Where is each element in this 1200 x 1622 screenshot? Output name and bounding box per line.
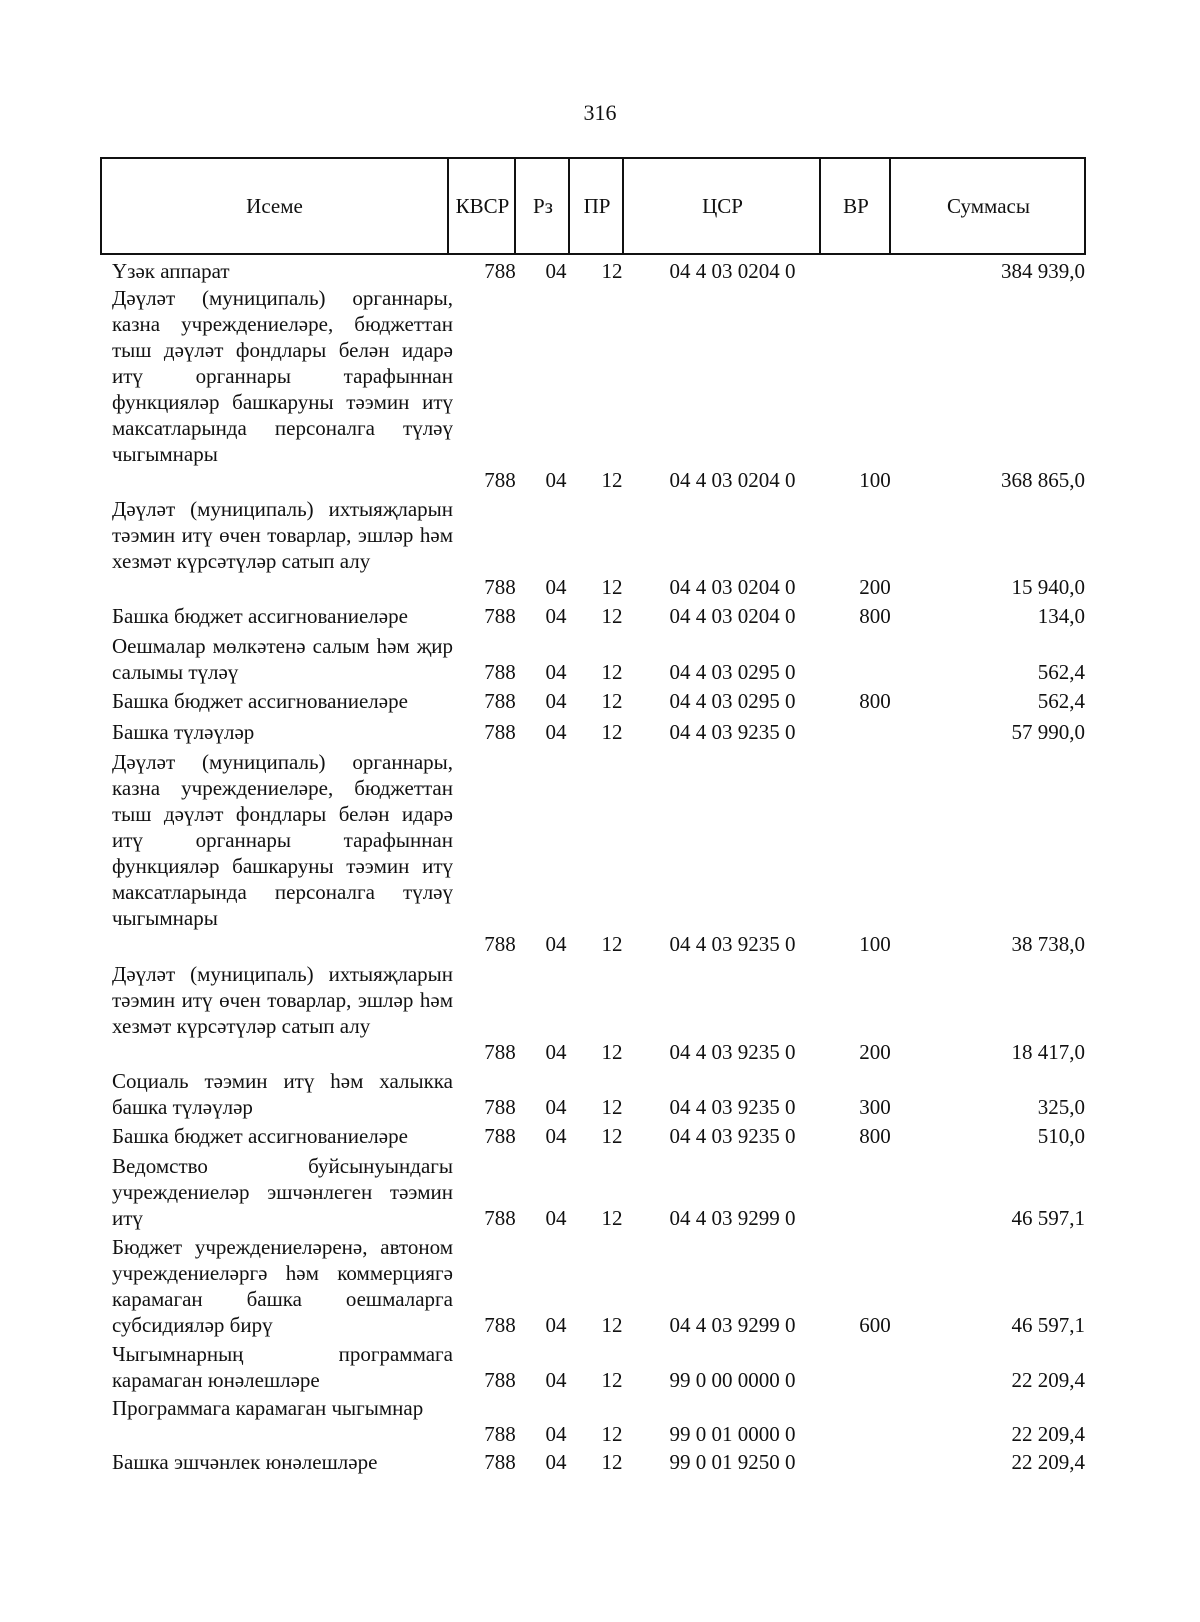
row-kvsr: 788 xyxy=(484,1206,516,1230)
row-name: Үзәк аппарат xyxy=(112,259,230,283)
row-pr: 12 xyxy=(601,720,623,744)
header-pr: ПР xyxy=(568,159,624,253)
row-pr: 12 xyxy=(601,1450,623,1474)
row-name: Башка бюджет ассигнованиеләре xyxy=(112,1124,408,1148)
header-kvsr: КВСР xyxy=(447,159,516,253)
row-rz: 04 xyxy=(545,259,567,283)
row-sum: 368 865,0 xyxy=(1001,468,1085,492)
row-sum: 562,4 xyxy=(1037,660,1085,684)
row-csr: 04 4 03 9299 0 xyxy=(669,1206,796,1230)
row-name: Дәүләт (муниципаль) ихтыяҗларын тәэмин итү өчен товарлар, эшләр һәм хезмәт күрсәтүләр сатып алу xyxy=(112,962,453,1038)
row-csr: 04 4 03 9235 0 xyxy=(669,1124,796,1148)
row-name: Башка бюджет ассигнованиеләре xyxy=(112,689,408,713)
row-rz: 04 xyxy=(545,1206,567,1230)
header-name: Исеме xyxy=(246,193,303,218)
row-name: Башка түләүләр xyxy=(112,720,255,744)
row-kvsr: 788 xyxy=(484,660,516,684)
row-pr: 12 xyxy=(601,1368,623,1392)
row-vr: 100 xyxy=(859,932,891,956)
row-name: Программага карамаган чыгымнар xyxy=(112,1396,424,1420)
row-rz: 04 xyxy=(545,1095,567,1119)
row-pr: 12 xyxy=(601,660,623,684)
row-csr: 04 4 03 9299 0 xyxy=(669,1313,796,1337)
row-sum: 510,0 xyxy=(1037,1124,1085,1148)
row-name: Дәүләт (муниципаль) органнары, казна учреждениеләре, бюджеттан тыш дәүләт фондлары белән идарә итү органнары тарафыннан функцияләр башкаруны тәэмин итү максатларында персоналга түләү чыгымнары xyxy=(112,750,453,930)
row-vr: 200 xyxy=(859,1040,891,1064)
row-vr: 100 xyxy=(859,468,891,492)
row-sum: 134,0 xyxy=(1037,604,1085,628)
row-pr: 12 xyxy=(601,1040,623,1064)
row-name: Башка бюджет ассигнованиеләре xyxy=(112,604,408,628)
row-csr: 04 4 03 9235 0 xyxy=(669,1040,796,1064)
row-kvsr: 788 xyxy=(484,575,516,599)
row-kvsr: 788 xyxy=(484,932,516,956)
row-vr: 800 xyxy=(859,1124,891,1148)
row-csr: 04 4 03 9235 0 xyxy=(669,932,796,956)
row-rz: 04 xyxy=(545,689,567,713)
row-vr: 800 xyxy=(859,689,891,713)
row-name: Чыгымнарның программага карамаган юнәлешләре xyxy=(112,1342,453,1392)
row-csr: 04 4 03 9235 0 xyxy=(669,720,796,744)
row-csr: 99 0 00 0000 0 xyxy=(669,1368,796,1392)
row-kvsr: 788 xyxy=(484,259,516,283)
row-rz: 04 xyxy=(545,1422,567,1446)
row-pr: 12 xyxy=(601,1124,623,1148)
row-kvsr: 788 xyxy=(484,1313,516,1337)
page-number: 316 xyxy=(583,100,617,125)
row-sum: 57 990,0 xyxy=(1011,720,1085,744)
row-rz: 04 xyxy=(545,1313,567,1337)
row-rz: 04 xyxy=(545,660,567,684)
row-pr: 12 xyxy=(601,1422,623,1446)
row-pr: 12 xyxy=(601,1206,623,1230)
row-rz: 04 xyxy=(545,932,567,956)
row-vr: 200 xyxy=(859,575,891,599)
row-kvsr: 788 xyxy=(484,720,516,744)
row-rz: 04 xyxy=(545,468,567,492)
row-vr: 300 xyxy=(859,1095,891,1119)
row-csr: 04 4 03 0204 0 xyxy=(669,604,796,628)
row-rz: 04 xyxy=(545,604,567,628)
row-name: Ведомство буйсынуындагы учреждениеләр эшчәнлеген тәэмин итү xyxy=(112,1154,453,1230)
row-vr: 800 xyxy=(859,604,891,628)
row-pr: 12 xyxy=(601,259,623,283)
row-rz: 04 xyxy=(545,1124,567,1148)
row-csr: 04 4 03 0204 0 xyxy=(669,468,796,492)
row-sum: 22 209,4 xyxy=(1011,1450,1085,1474)
row-name: Социаль тәэмин итү һәм халыкка башка түләүләр xyxy=(112,1069,453,1119)
row-sum: 562,4 xyxy=(1037,689,1085,713)
header-csr: ЦСР xyxy=(622,159,821,253)
row-csr: 04 4 03 0295 0 xyxy=(669,660,796,684)
row-sum: 384 939,0 xyxy=(1001,259,1085,283)
row-sum: 325,0 xyxy=(1037,1095,1085,1119)
row-sum: 38 738,0 xyxy=(1011,932,1085,956)
row-csr: 04 4 03 0295 0 xyxy=(669,689,796,713)
row-pr: 12 xyxy=(601,1095,623,1119)
row-sum: 22 209,4 xyxy=(1011,1422,1085,1446)
row-csr: 99 0 01 0000 0 xyxy=(669,1422,796,1446)
row-rz: 04 xyxy=(545,1450,567,1474)
row-name: Дәүләт (муниципаль) органнары, казна учреждениеләре, бюджеттан тыш дәүләт фондлары белән идарә итү органнары тарафыннан функцияләр башкаруны тәэмин итү максатларында персоналга түләү чыгымнары xyxy=(112,286,453,466)
row-sum: 15 940,0 xyxy=(1011,575,1085,599)
row-kvsr: 788 xyxy=(484,468,516,492)
row-kvsr: 788 xyxy=(484,1040,516,1064)
row-csr: 99 0 01 9250 0 xyxy=(669,1450,796,1474)
row-name: Бюджет учреждениеләренә, автоном учреждениеләргә һәм коммерциягә карамаган башка оешмаларга субсидияләр бирү xyxy=(112,1235,453,1337)
row-pr: 12 xyxy=(601,468,623,492)
row-rz: 04 xyxy=(545,1040,567,1064)
row-pr: 12 xyxy=(601,932,623,956)
row-kvsr: 788 xyxy=(484,1124,516,1148)
row-pr: 12 xyxy=(601,575,623,599)
row-rz: 04 xyxy=(545,575,567,599)
header-rz: Рз xyxy=(514,159,570,253)
row-kvsr: 788 xyxy=(484,1095,516,1119)
row-vr: 600 xyxy=(859,1313,891,1337)
table-header xyxy=(100,157,1086,255)
row-name: Дәүләт (муниципаль) ихтыяҗларын тәэмин итү өчен товарлар, эшләр һәм хезмәт күрсәтүләр сатып алу xyxy=(112,497,453,573)
row-kvsr: 788 xyxy=(484,1422,516,1446)
row-sum: 22 209,4 xyxy=(1011,1368,1085,1392)
row-csr: 04 4 03 0204 0 xyxy=(669,259,796,283)
row-kvsr: 788 xyxy=(484,604,516,628)
header-vr: ВР xyxy=(819,159,891,253)
row-kvsr: 788 xyxy=(484,1450,516,1474)
row-kvsr: 788 xyxy=(484,1368,516,1392)
row-pr: 12 xyxy=(601,604,623,628)
row-name: Оешмалар мөлкәтенә салым һәм җир салымы түләү xyxy=(112,634,453,684)
row-name: Башка эшчәнлек юнәлешләре xyxy=(112,1450,378,1474)
header-sum: Суммасы xyxy=(889,159,1086,253)
row-csr: 04 4 03 0204 0 xyxy=(669,575,796,599)
row-rz: 04 xyxy=(545,720,567,744)
row-kvsr: 788 xyxy=(484,689,516,713)
row-csr: 04 4 03 9235 0 xyxy=(669,1095,796,1119)
row-pr: 12 xyxy=(601,689,623,713)
row-rz: 04 xyxy=(545,1368,567,1392)
row-sum: 18 417,0 xyxy=(1011,1040,1085,1064)
row-sum: 46 597,1 xyxy=(1011,1313,1085,1337)
row-sum: 46 597,1 xyxy=(1011,1206,1085,1230)
row-pr: 12 xyxy=(601,1313,623,1337)
